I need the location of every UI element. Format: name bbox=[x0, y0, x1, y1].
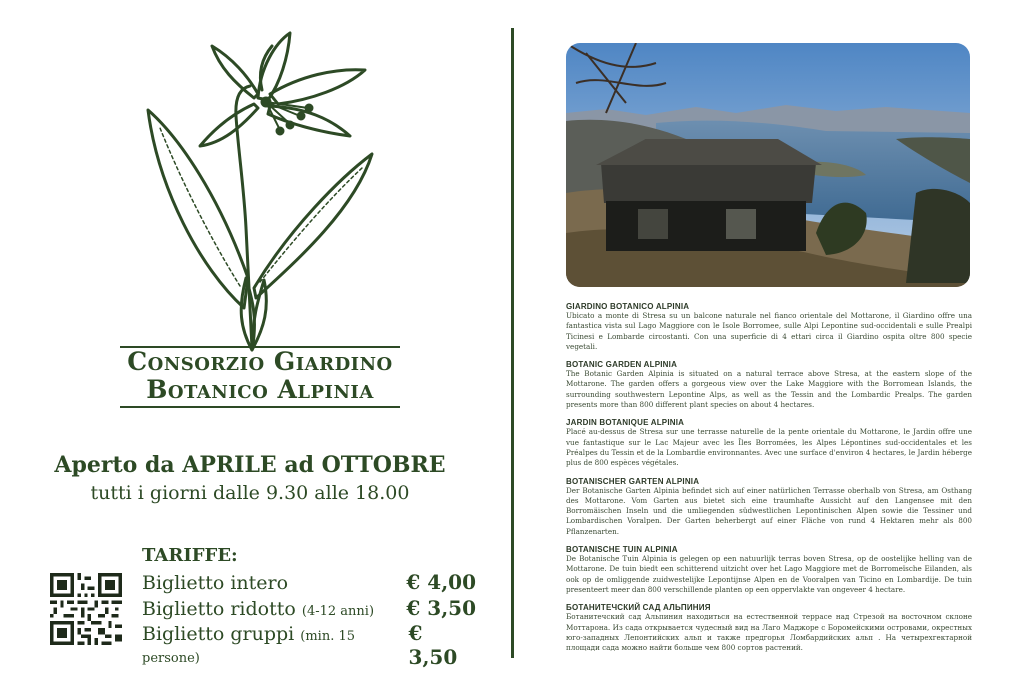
tariff-label: Biglietto gruppi (min. 15 persone) bbox=[142, 623, 356, 666]
opening-hours: tutti i giorni dalle 9.30 alle 18.00 bbox=[90, 482, 410, 504]
description-text: Placé au-dessus de Stresa sur une terrasse naturelle de la pente orientale du Mottarone, le Jardin offre une vue fantastique sur le Lac Majeur avec les Îles Borromées, les Alpes Lépontines sud-occidentales et les Préalpes du Tessin et de la Lombardie environnantes. Avec une surface d'environ 4 hectares, le Jardin héberge plus de 800 espèces végétales. bbox=[566, 427, 972, 468]
description-text: Der Botanische Garten Alpinia befindet sich auf einer natürlichen Terrasse oberhalb von Stresa, am Osthang des Mottarone. Vom Garten aus bietet sich eine traumhafte Aussicht auf den Langensee mit den Borromäischen Inseln und die umliegenden südwestlichen Lepontinischen Alpen sowie die Tessiner und Lombardischen Voralpen. Der Garten beherbergt auf einer Fläche von rund 4 Hektaren mehr als 800 Pflanzenarten. bbox=[566, 485, 972, 536]
tariff-price: € 4,00 bbox=[406, 570, 476, 594]
description-title: JARDIN BOTANIQUE ALPINIA bbox=[566, 418, 685, 428]
opening-period: Aperto da APRILE ad OTTOBRE bbox=[54, 452, 446, 478]
description-ru bbox=[566, 603, 972, 653]
description-text: Ubicato a monte di Stresa su un balcone naturale nel fianco orientale del Mottarone, il Giardino offre una fantastica vista sul Lago Maggiore con le Isole Borromee, sulle Alpi Lepontine sud-occidentali e sulle Prealpi Ticinesi e Lombarde circostanti. Con una superficie di 4 ettari circa il Giardino ospita oltre 800 specie vegetali. bbox=[566, 311, 972, 351]
description-title: BOTANISCHE TUIN ALPINIA bbox=[566, 545, 678, 555]
tariff-price: € 3,50 bbox=[408, 621, 458, 669]
tariff-row-reduced bbox=[142, 596, 476, 620]
description-title: BOTANISCHER GARTEN ALPINIA bbox=[566, 476, 700, 486]
brand-logo-text bbox=[120, 346, 400, 408]
tariff-label: Biglietto ridotto (4-12 anni) bbox=[142, 598, 375, 620]
description-title: БОТАНИТЕЧСКИЙ САД АЛЬПИНИЯ bbox=[566, 603, 711, 613]
tariff-row-full bbox=[142, 570, 476, 594]
brand-line-1: Consorzio Giardino bbox=[120, 346, 400, 376]
description-nl bbox=[566, 545, 972, 595]
vertical-divider bbox=[511, 28, 514, 658]
description-title: BOTANIC GARDEN ALPINIA bbox=[566, 360, 678, 370]
description-title: GIARDINO BOTANICO ALPINIA bbox=[566, 302, 690, 311]
description-text: Ботанитечский сад Альпиния находиться на естественной террасе над Стрезой на восточном склоне Моттарона. Из сада открывается чудесный вид на Лаго Маджоре с Боромейскими островами, окрестных юго-западных Лепонтийских альп и также предгорья Ломбардийских альп . На четырехгектарной площади сада можно найти больше чем 800 сортов растений. bbox=[566, 612, 972, 653]
description-text: The Botanic Garden Alpinia is situated on a natural terrace above Stresa, at the eastern slope of the Mottarone. The garden offers a gorgeous view over the Lake Maggiore with the Borromean Islands, the surrounding southwestern Lepontine Alps, as well as the Tessin and the Lombardic Prealps. The garden presents more than 800 different plant species on about 4 hectares. bbox=[566, 369, 972, 410]
tariffs-heading: TARIFFE: bbox=[142, 545, 238, 566]
multilingual-descriptions bbox=[566, 302, 972, 661]
tariff-row-groups bbox=[142, 621, 476, 669]
description-fr bbox=[566, 418, 972, 468]
description-it bbox=[566, 302, 972, 352]
tariff-label: Biglietto intero bbox=[142, 572, 289, 594]
description-de bbox=[566, 477, 972, 537]
garden-building-photo bbox=[566, 43, 970, 287]
tariff-price: € 3,50 bbox=[406, 596, 476, 620]
description-text: De Botanische Tuin Alpinia is gelegen op een natuurlijk terras boven Stresa, op de oostelijke helling van de Mottarone. De tuin biedt een schitterend uitzicht over het Lago Maggiore met de Borromeïsche Eilanden, als ook op de omliggende zuidwestelijke Lepontijnse Alpen en de Vooralpen van Ticino en Lombardije. De tuin presenteert meer dan 800 verschillende planten op een oppervlakte van ongeveer 4 hectare. bbox=[566, 554, 972, 594]
dogtooth-violet-flower-icon bbox=[140, 28, 380, 358]
qr-code-icon[interactable] bbox=[50, 573, 122, 645]
description-en bbox=[566, 360, 972, 410]
brand-line-2: Botanico Alpinia bbox=[120, 376, 400, 408]
